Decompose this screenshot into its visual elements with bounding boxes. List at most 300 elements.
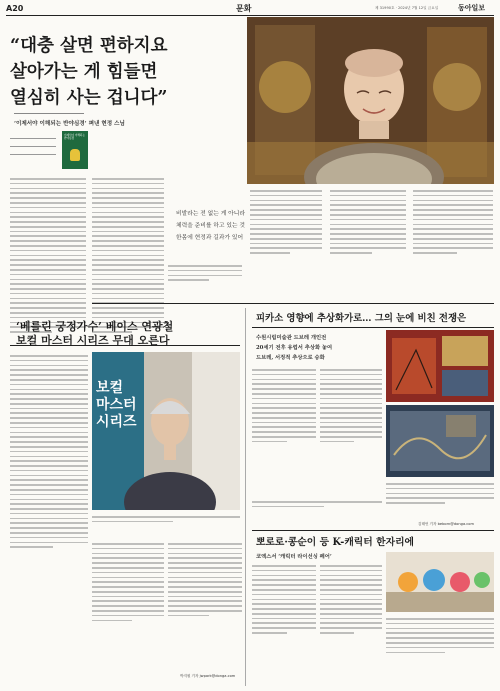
body-text-line (386, 483, 494, 485)
body-text-line (320, 627, 382, 629)
body-text-line (92, 610, 164, 612)
body-text-line (92, 197, 164, 199)
body-text-line (10, 212, 86, 214)
page-number: A20 (6, 4, 24, 13)
body-text-line (386, 493, 494, 495)
body-text-line (92, 312, 164, 314)
body-text-line (252, 570, 316, 572)
body-text-line (330, 214, 406, 216)
body-text-line (330, 238, 406, 240)
body-text-line (252, 441, 287, 443)
section-name: 문화 (236, 3, 252, 13)
body-text-line (250, 204, 322, 206)
body-text-line (92, 279, 164, 281)
header-rule (6, 15, 494, 16)
article2-byline: 박지원 기자 jwpark@donga.com (180, 674, 236, 678)
body-text-line (168, 567, 242, 569)
book-cover-figure (70, 149, 80, 161)
body-text-line (10, 417, 88, 419)
body-text-line (10, 508, 88, 510)
body-text-line (252, 579, 316, 581)
body-text-line (92, 192, 164, 194)
body-text-line (92, 212, 164, 214)
body-text-line (10, 456, 88, 458)
body-text-line (92, 207, 164, 209)
article4-text-col-3 (386, 615, 494, 685)
article1-text-col-3 (168, 262, 242, 300)
banner-line-1: 보컬 (96, 380, 124, 396)
body-text-line (92, 288, 164, 290)
body-text-line (92, 581, 164, 583)
body-text-line (92, 188, 164, 190)
headline-line-1: “대충 살면 편하지요 (10, 36, 168, 56)
article4-subhead: 코엑스서 ‘캐릭터 라이선싱 페어’ (256, 554, 332, 560)
body-text-line (10, 446, 88, 448)
article2-caption (92, 513, 240, 533)
body-text-line (168, 615, 209, 617)
body-text-line (330, 200, 406, 202)
pull-quote-line-3: 한몸에 현정과 길과가 있어 (176, 235, 244, 241)
body-text-line (10, 231, 86, 233)
body-text-line (320, 584, 382, 586)
body-text-line (10, 499, 88, 501)
body-text-line (252, 501, 382, 503)
body-text-line (320, 613, 382, 615)
body-text-line (252, 603, 316, 605)
body-text-line (10, 293, 86, 295)
body-text-line (320, 599, 382, 601)
body-text-line (413, 243, 493, 245)
body-text-line (92, 586, 164, 588)
body-text-line (92, 283, 164, 285)
body-text-line (413, 214, 493, 216)
body-text-line (168, 577, 242, 579)
body-text-line (320, 632, 354, 634)
body-text-line (10, 494, 88, 496)
article4-headline: 뽀로로·콩순이 등 K-캐릭터 한자리에 (256, 537, 415, 548)
banner-line-3: 시리즈 (96, 414, 137, 430)
body-text-line (168, 543, 242, 545)
body-text-line (250, 219, 322, 221)
painting-small (386, 405, 494, 477)
body-text-line (250, 209, 322, 211)
body-text-line (10, 546, 53, 548)
body-text-line (10, 422, 88, 424)
body-text-line (252, 622, 316, 624)
body-text-line (168, 610, 242, 612)
body-text-line (10, 178, 86, 180)
body-text-line (413, 238, 493, 240)
body-text-line (10, 532, 88, 534)
body-text-line (168, 557, 242, 559)
body-text-line (330, 195, 406, 197)
body-text-line (252, 374, 316, 376)
body-text-line (168, 265, 242, 267)
body-text-line (320, 369, 382, 371)
body-text-line (168, 581, 242, 583)
body-text-line (168, 275, 242, 277)
body-text-line (10, 389, 88, 391)
body-text-line (320, 618, 382, 620)
body-text-line (92, 298, 164, 300)
body-text-line (168, 596, 242, 598)
body-text-line (92, 259, 164, 261)
body-text-line (10, 503, 88, 505)
body-text-line (10, 542, 88, 544)
body-text-line (330, 209, 406, 211)
body-text-line (252, 403, 316, 405)
body-text-line (10, 465, 88, 467)
body-text-line (92, 605, 164, 607)
body-text-line (320, 565, 382, 567)
article3-subhead-line-3: 드브레, 서정적 추상으로 승화 (256, 355, 325, 361)
body-text-line (10, 408, 88, 410)
body-text-line (92, 620, 132, 622)
article1-headline (10, 33, 240, 111)
painting-large (386, 330, 494, 402)
body-text-line (10, 269, 86, 271)
body-text-line (252, 575, 316, 577)
body-text-line (320, 570, 382, 572)
body-text-line (10, 384, 88, 386)
body-text-line (252, 407, 316, 409)
body-text-line (10, 312, 86, 314)
body-text-line (250, 190, 322, 192)
body-text-line (10, 250, 86, 252)
body-text-line (10, 412, 88, 414)
article1-body-col-1 (10, 138, 56, 160)
body-text-line (10, 255, 86, 257)
monk-portrait-photo (247, 17, 494, 184)
pull-quote-line-1: 비발라는 전 없는 게 아니라 (176, 211, 245, 217)
body-text-line (10, 259, 86, 261)
body-text-line (10, 365, 88, 367)
body-text-line (92, 307, 164, 309)
body-text-line (320, 407, 382, 409)
article3-subhead-line-1: 수원시립미술관 드브레 개인전 (256, 335, 327, 341)
body-text-line (92, 596, 164, 598)
body-text-line (10, 188, 86, 190)
body-text-line (250, 233, 322, 235)
body-text-line (330, 219, 406, 221)
body-text-line (320, 436, 382, 438)
body-text-line (10, 202, 86, 204)
body-text-line (92, 548, 164, 550)
body-text-line (10, 288, 86, 290)
body-text-line (330, 190, 406, 192)
body-text-line (10, 245, 86, 247)
body-text-line (92, 178, 164, 180)
body-text-line (413, 190, 493, 192)
headline-line-2: 살아가는 게 힘들면 (10, 62, 158, 82)
body-text-line (168, 279, 209, 281)
article3-text-col-2 (320, 366, 382, 496)
article2-headline: 보컬 마스터 시리즈 무대 오른다 (16, 334, 170, 347)
body-text-line (413, 195, 493, 197)
body-text-line (250, 247, 322, 249)
body-text-line (10, 479, 88, 481)
body-text-line (92, 240, 164, 242)
body-text-line (10, 274, 86, 276)
body-text-line (252, 417, 316, 419)
body-text-line (10, 279, 86, 281)
article1-text-col-4 (250, 187, 322, 300)
body-text-line (252, 369, 316, 371)
body-text-line (252, 379, 316, 381)
body-text-line (92, 562, 164, 564)
bass-singer-photo (92, 352, 240, 510)
body-text-line (252, 618, 316, 620)
body-text-line (320, 383, 382, 385)
body-text-line (252, 594, 316, 596)
article3-byline: 김태언 기자 beborn@donga.com (418, 522, 474, 526)
body-text-line (92, 543, 164, 545)
article3-text-col-1 (252, 366, 316, 496)
body-text-line (92, 245, 164, 247)
article2-text-col-1 (10, 352, 88, 682)
body-text-line (168, 586, 242, 588)
body-text-line (10, 240, 86, 242)
body-text-line (320, 603, 382, 605)
body-text-line (413, 233, 493, 235)
body-text-line (320, 426, 382, 428)
body-text-line (252, 632, 287, 634)
body-text-line (10, 307, 86, 309)
body-text-line (320, 388, 382, 390)
body-text-line (92, 226, 164, 228)
body-text-line (168, 270, 242, 272)
body-text-line (252, 565, 316, 567)
body-text-line (10, 226, 86, 228)
body-text-line (10, 298, 86, 300)
body-text-line (413, 224, 493, 226)
body-text-line (92, 264, 164, 266)
body-text-line (168, 553, 242, 555)
body-text-line (10, 360, 88, 362)
body-text-line (168, 548, 242, 550)
body-text-line (92, 557, 164, 559)
body-text-line (10, 192, 86, 194)
body-text-line (92, 250, 164, 252)
body-text-line (10, 470, 88, 472)
body-text-line (168, 572, 242, 574)
body-text-line (92, 516, 240, 518)
body-text-line (320, 608, 382, 610)
body-text-line (92, 216, 164, 218)
body-text-line (92, 269, 164, 271)
column-divider (245, 308, 246, 686)
book-cover-title: 이제서야 이해되는 반야심경 (64, 134, 85, 141)
body-text-line (10, 398, 88, 400)
body-text-line (386, 637, 494, 639)
body-text-line (320, 403, 382, 405)
body-text-line (320, 441, 354, 443)
body-text-line (10, 513, 88, 515)
body-text-line (330, 233, 406, 235)
body-text-line (250, 228, 322, 230)
article4-text-col-1 (252, 562, 316, 682)
body-text-line (250, 195, 322, 197)
body-text-line (10, 537, 88, 539)
body-text-line (386, 632, 494, 634)
body-text-line (252, 613, 316, 615)
body-text-line (250, 252, 290, 254)
body-text-line (250, 238, 322, 240)
body-text-line (92, 293, 164, 295)
body-text-line (386, 647, 494, 649)
body-text-line (252, 584, 316, 586)
article2-text-col-2 (92, 540, 164, 682)
body-text-line (10, 432, 88, 434)
body-text-line (168, 591, 242, 593)
body-text-line (168, 600, 242, 602)
article4-text-col-2 (320, 562, 382, 682)
article1-text-col-5 (330, 187, 406, 300)
body-text-line (386, 618, 494, 620)
body-text-line (386, 488, 494, 490)
body-text-line (250, 200, 322, 202)
article2-text-col-3 (168, 540, 242, 670)
body-text-line (10, 403, 88, 405)
body-text-line (320, 398, 382, 400)
body-text-line (92, 567, 164, 569)
banner-text (96, 380, 142, 431)
body-text-line (330, 228, 406, 230)
article3-subhead-line-2: 20세기 전후 유럽서 추상화 놓여 (256, 345, 333, 351)
body-text-line (10, 460, 88, 462)
body-text-line (413, 252, 457, 254)
body-text-line (10, 484, 88, 486)
body-text-line (10, 527, 88, 529)
body-text-line (10, 441, 88, 443)
body-text-line (413, 247, 493, 249)
body-text-line (386, 623, 494, 625)
body-text-line (92, 221, 164, 223)
body-text-line (92, 231, 164, 233)
issue-info: 제 31990호 · 2024년 7월 12일 금요일 (375, 6, 439, 10)
body-text-line (320, 412, 382, 414)
body-text-line (250, 224, 322, 226)
body-text-line (413, 204, 493, 206)
body-text-line (330, 252, 372, 254)
pull-quote-line-2: 체력을 준비를 하고 있는 것 (176, 223, 245, 229)
masthead: 동아일보 (458, 3, 486, 12)
article3-caption (386, 480, 494, 520)
body-text-line (320, 622, 382, 624)
body-text-line (252, 627, 316, 629)
article1-text-col-6 (413, 187, 493, 300)
body-text-line (320, 579, 382, 581)
body-text-line (10, 302, 86, 304)
body-text-line (386, 652, 445, 654)
body-text-line (10, 379, 88, 381)
body-text-line (413, 209, 493, 211)
body-text-line (252, 383, 316, 385)
article2-kicker: ‘베를린 궁정가수’ 베이스 연광철 (16, 320, 174, 333)
body-text-line (252, 412, 316, 414)
body-text-line (252, 426, 316, 428)
body-text-line (92, 615, 164, 617)
body-text-line (10, 489, 88, 491)
body-text-line (92, 577, 164, 579)
body-text-line (330, 224, 406, 226)
body-text-line (320, 422, 382, 424)
book-cover-image (62, 131, 88, 169)
body-text-line (330, 243, 406, 245)
body-text-line (386, 497, 494, 499)
body-text-line (320, 575, 382, 577)
body-text-line (92, 591, 164, 593)
body-text-line (92, 235, 164, 237)
article1-subhead: ‘이제서야 이해되는 반야심경’ 펴낸 현정 스님 (14, 121, 125, 127)
body-text-line (386, 642, 494, 644)
body-text-line (10, 436, 88, 438)
article3-top-rule (252, 327, 494, 328)
body-text-line (92, 600, 164, 602)
body-text-line (10, 522, 88, 524)
subhead-divider (14, 113, 84, 114)
headline-line-3: 열심히 사는 겁니다” (10, 88, 168, 108)
body-text-line (10, 235, 86, 237)
body-text-line (320, 431, 382, 433)
body-text-line (413, 228, 493, 230)
body-text-line (252, 431, 316, 433)
body-text-line (10, 197, 86, 199)
body-text-line (320, 594, 382, 596)
body-text-line (168, 605, 242, 607)
body-text-line (92, 553, 164, 555)
body-text-line (320, 393, 382, 395)
body-text-line (252, 506, 324, 508)
body-text-line (320, 379, 382, 381)
body-text-line (250, 243, 322, 245)
body-text-line (92, 255, 164, 257)
body-text-line (250, 214, 322, 216)
body-text-line (252, 393, 316, 395)
body-text-line (330, 247, 406, 249)
article1-bottom-rule (92, 303, 494, 304)
body-text-line (92, 202, 164, 204)
body-text-line (10, 216, 86, 218)
body-text-line (252, 599, 316, 601)
article3-headline: 피카소 영향에 추상화가로… 그의 눈에 비친 전쟁은 (256, 313, 467, 324)
body-text-line (252, 422, 316, 424)
body-text-line (252, 436, 316, 438)
body-text-line (10, 369, 88, 371)
body-text-line (92, 274, 164, 276)
body-text-line (330, 204, 406, 206)
body-text-line (10, 221, 86, 223)
body-text-line (252, 398, 316, 400)
character-fair-photo (386, 552, 494, 612)
body-text-line (252, 388, 316, 390)
body-text-line (320, 417, 382, 419)
body-text-line (252, 608, 316, 610)
body-text-line (10, 374, 88, 376)
body-text-line (10, 518, 88, 520)
body-text-line (320, 374, 382, 376)
body-text-line (386, 628, 494, 630)
article3-bottom-rule (252, 530, 494, 531)
body-text-line (10, 207, 86, 209)
body-text-line (10, 427, 88, 429)
body-text-line (320, 589, 382, 591)
article3-text-col-3 (252, 498, 382, 520)
body-text-line (92, 521, 173, 523)
body-text-line (10, 183, 86, 185)
body-text-line (10, 264, 86, 266)
banner-line-2: 마스터 (96, 397, 137, 413)
